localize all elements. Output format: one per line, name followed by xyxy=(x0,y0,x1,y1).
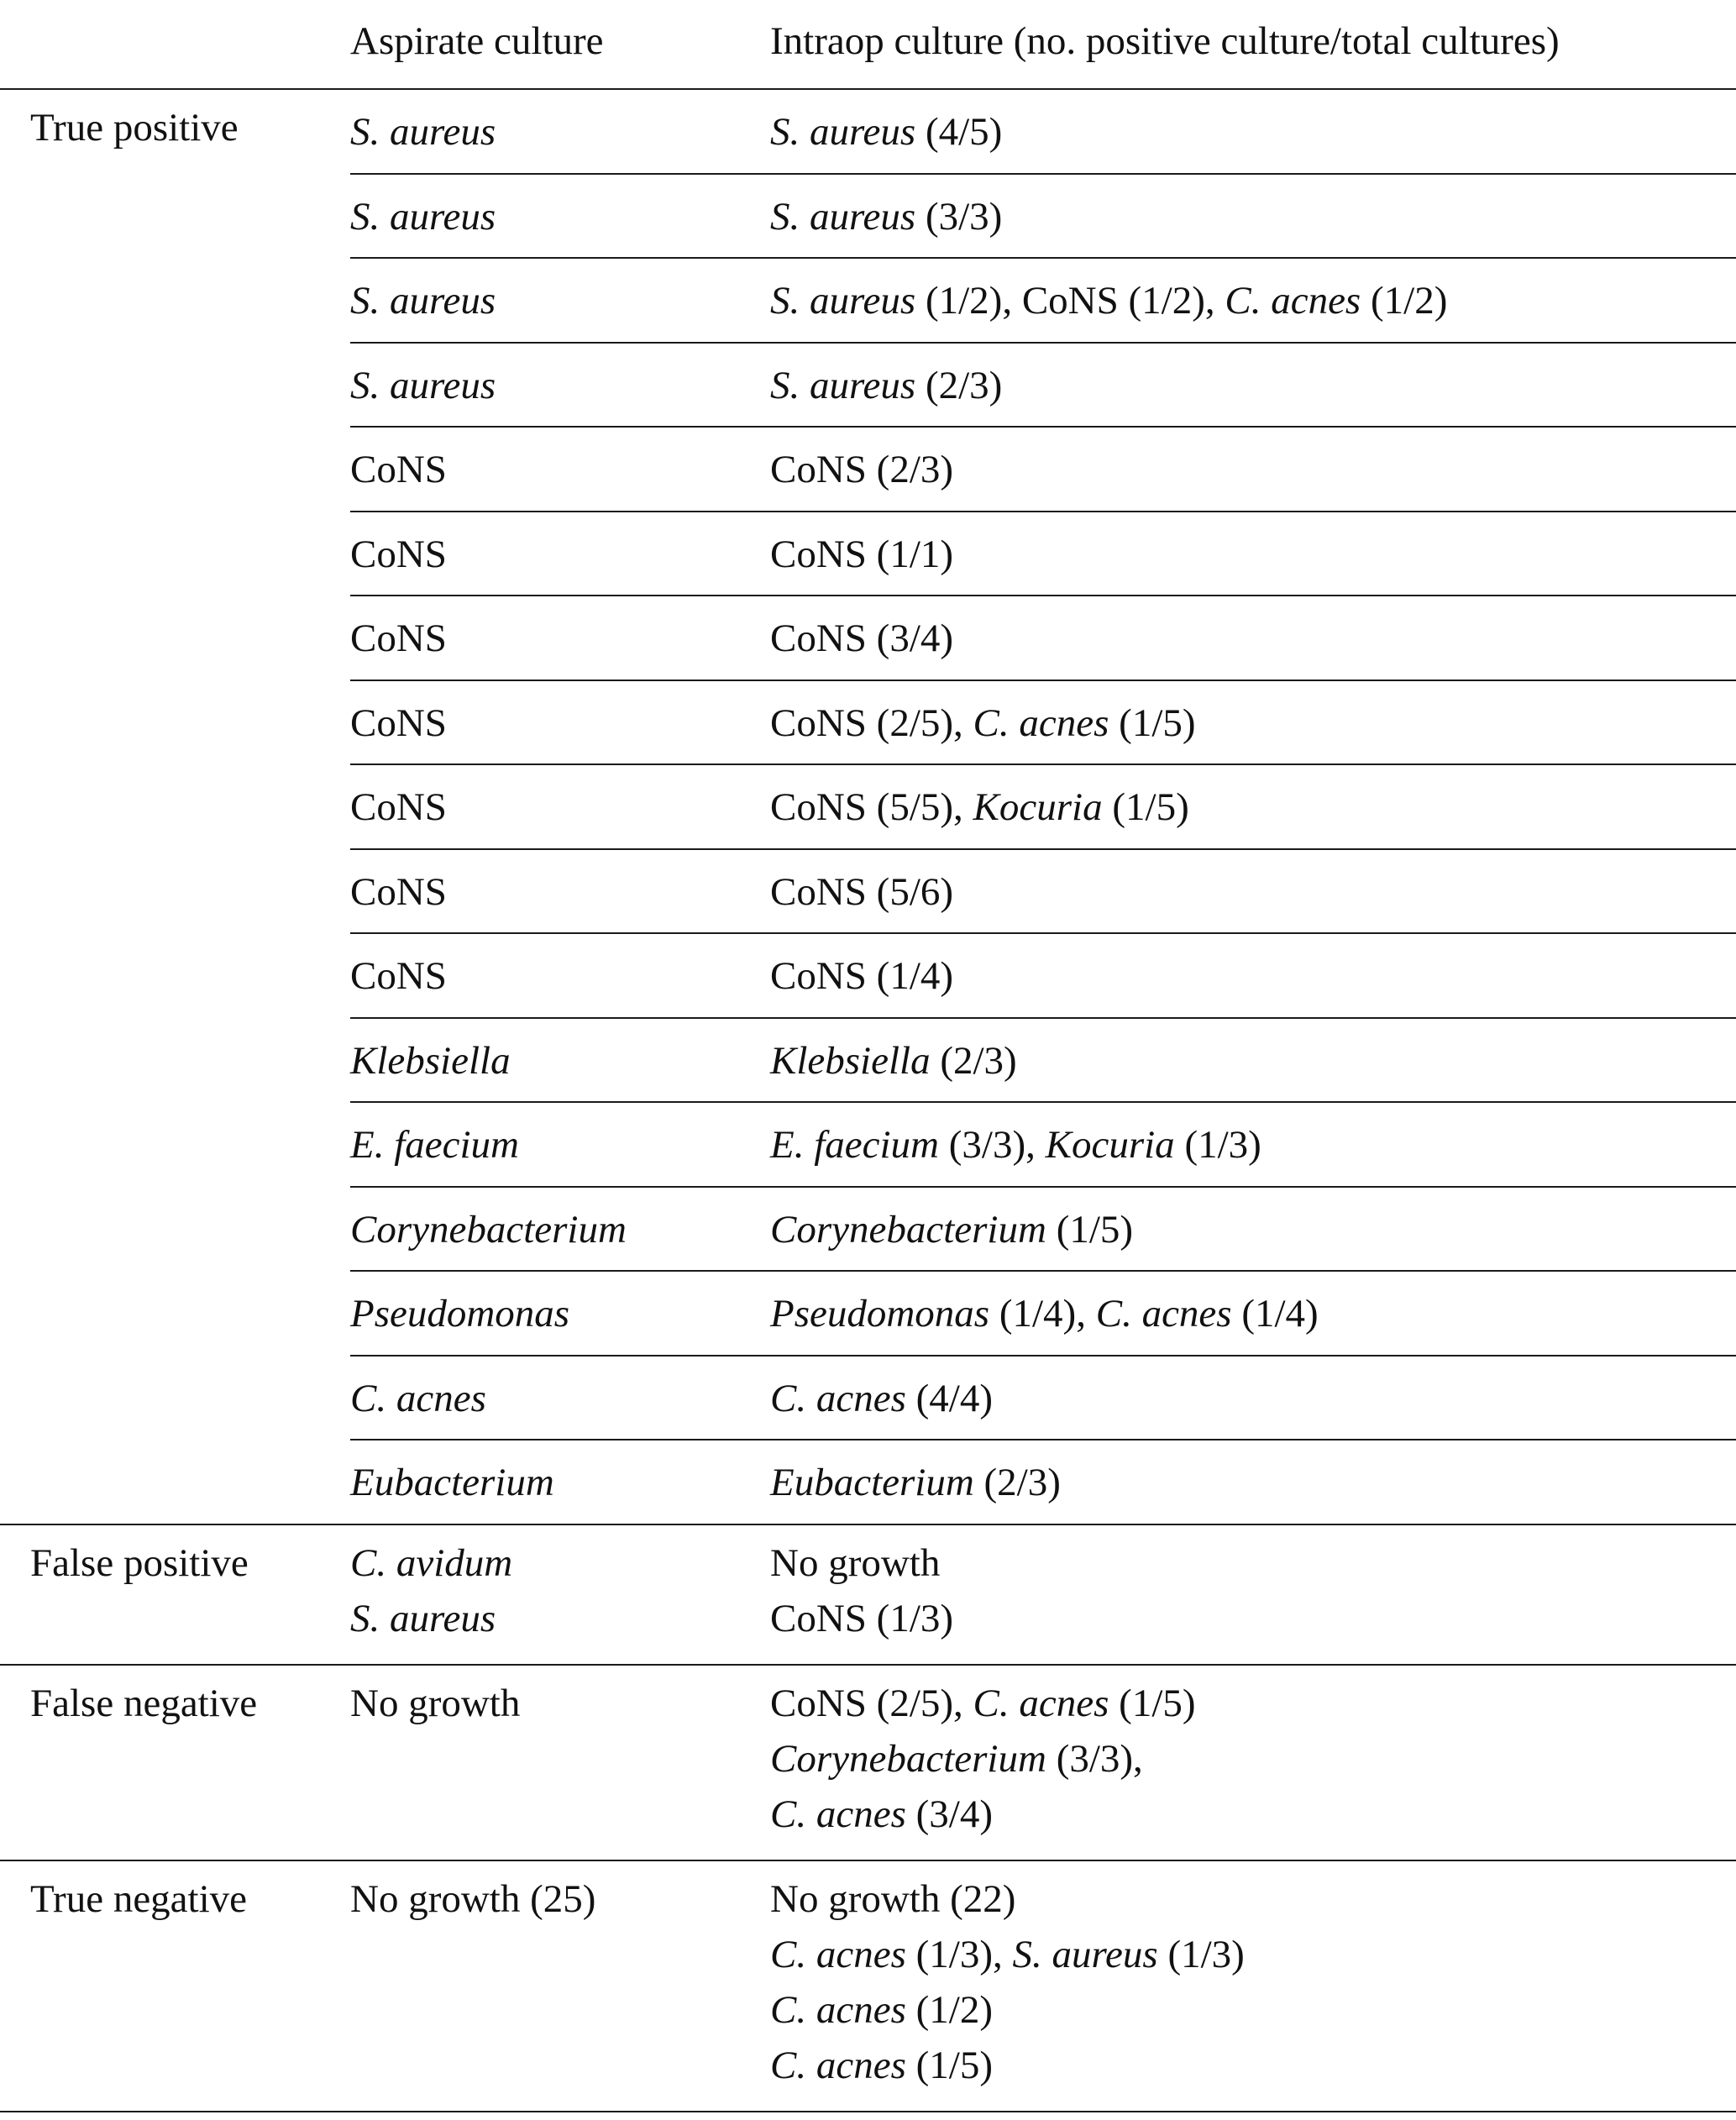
culture-text: No growth (22) xyxy=(770,1876,1016,1921)
aspirate-cell xyxy=(350,1202,627,1257)
culture-text: CoNS (2/5), xyxy=(770,701,973,745)
culture-text: CoNS xyxy=(350,869,447,914)
organism-name: C. acnes xyxy=(1095,1292,1232,1335)
row-divider xyxy=(350,848,1736,850)
culture-text: (1/2) xyxy=(905,1987,993,2032)
aspirate-cell xyxy=(350,611,447,666)
intraop-cell xyxy=(770,1591,953,1646)
aspirate-cell xyxy=(350,527,447,582)
culture-text: CoNS (2/5), xyxy=(770,1681,973,1725)
culture-text: (1/5) xyxy=(1109,1681,1196,1725)
organism-name: Eubacterium xyxy=(770,1461,974,1504)
organism-name: Pseudomonas xyxy=(350,1292,570,1335)
organism-name: S. aureus xyxy=(350,363,496,407)
culture-text: (4/5) xyxy=(915,110,1003,154)
intraop-cell xyxy=(770,189,1002,244)
group-rule xyxy=(0,1664,1736,1666)
aspirate-cell xyxy=(350,1591,496,1646)
intraop-cell xyxy=(770,1455,1061,1510)
intraop-cell xyxy=(770,1535,940,1591)
row-divider xyxy=(350,764,1736,765)
row-divider xyxy=(350,1355,1736,1356)
organism-name: C. acnes xyxy=(770,2043,906,2087)
culture-text: (1/5) xyxy=(1046,1207,1134,1252)
aspirate-cell xyxy=(350,1535,512,1591)
organism-name: S. aureus xyxy=(350,194,496,239)
culture-text: CoNS (5/6) xyxy=(770,869,954,914)
aspirate-cell xyxy=(350,273,496,328)
culture-text: (2/3) xyxy=(930,1038,1017,1083)
group-rule xyxy=(0,1860,1736,1861)
organism-name: C. acnes xyxy=(770,1792,906,1836)
aspirate-cell xyxy=(350,358,496,413)
intraop-cell xyxy=(770,1117,1261,1173)
culture-text: (2/3) xyxy=(915,363,1003,407)
culture-text: (1/2), CoNS (1/2), xyxy=(915,279,1225,323)
group-label: True positive xyxy=(30,106,239,150)
intraop-cell xyxy=(770,779,1189,835)
row-divider xyxy=(350,1270,1736,1272)
group-label: False negative xyxy=(30,1681,258,1725)
aspirate-cell xyxy=(350,1033,511,1089)
group-label: True negative xyxy=(30,1876,248,1921)
culture-text: (3/3), xyxy=(1046,1736,1143,1781)
aspirate-cell xyxy=(350,1371,486,1426)
organism-name: S. aureus xyxy=(350,1596,496,1640)
culture-text: CoNS xyxy=(350,617,447,660)
aspirate-cell xyxy=(350,1117,519,1173)
row-divider xyxy=(350,1439,1736,1440)
intraop-cell xyxy=(770,864,953,920)
intraop-cell xyxy=(770,1927,1245,1982)
culture-text: (1/3) xyxy=(1157,1932,1245,1976)
intraop-cell xyxy=(770,104,1002,160)
culture-text: CoNS (1/3) xyxy=(770,1596,954,1640)
organism-name: S. aureus xyxy=(350,279,496,323)
culture-text: CoNS (3/4) xyxy=(770,617,954,660)
intraop-cell xyxy=(770,695,1196,751)
culture-text: (1/3) xyxy=(1174,1123,1261,1167)
culture-text: CoNS (5/5), xyxy=(770,785,973,829)
culture-text: No growth xyxy=(770,1540,941,1585)
intraop-cell xyxy=(770,611,953,666)
organism-name: C. acnes xyxy=(973,701,1109,745)
aspirate-cell xyxy=(350,1286,569,1341)
intraop-cell xyxy=(770,948,953,1004)
intraop-cell xyxy=(770,1982,993,2038)
intraop-cell xyxy=(770,1731,1143,1787)
intraop-cell xyxy=(770,1202,1133,1257)
intraop-cell xyxy=(770,1787,993,1842)
organism-name: Klebsiella xyxy=(770,1038,931,1083)
organism-name: Kocuria xyxy=(1045,1123,1175,1167)
culture-text: (1/5) xyxy=(1109,701,1196,745)
aspirate-cell xyxy=(350,948,447,1004)
group-rule xyxy=(0,2111,1736,2112)
intraop-cell xyxy=(770,2038,993,2093)
culture-text: (3/3) xyxy=(915,194,1003,239)
row-divider xyxy=(350,342,1736,344)
organism-name: Klebsiella xyxy=(350,1038,511,1083)
row-divider xyxy=(350,680,1736,681)
culture-text: CoNS xyxy=(350,448,447,491)
row-divider xyxy=(350,511,1736,512)
intraop-cell xyxy=(770,1371,993,1426)
row-divider xyxy=(350,1186,1736,1188)
organism-name: C. avidum xyxy=(350,1540,513,1585)
culture-text: CoNS (1/1) xyxy=(770,532,954,576)
organism-name: C. acnes xyxy=(1225,279,1361,323)
aspirate-cell xyxy=(350,779,447,835)
culture-text: (1/3), xyxy=(905,1932,1013,1976)
intraop-cell xyxy=(770,1871,1015,1927)
culture-text: CoNS (2/3) xyxy=(770,448,954,491)
header-aspirate: Aspirate culture xyxy=(350,19,604,63)
organism-name: S. aureus xyxy=(770,279,916,323)
organism-name: E. faecium xyxy=(770,1123,939,1167)
organism-name: S. aureus xyxy=(350,110,496,154)
aspirate-cell xyxy=(350,442,447,497)
aspirate-cell xyxy=(350,1676,520,1731)
intraop-cell xyxy=(770,442,953,497)
organism-name: Corynebacterium xyxy=(770,1736,1046,1781)
culture-text: (4/4) xyxy=(905,1376,993,1420)
culture-text: CoNS xyxy=(350,532,447,576)
header-rule xyxy=(0,88,1736,90)
intraop-cell xyxy=(770,527,953,582)
group-rule xyxy=(0,1524,1736,1525)
aspirate-cell xyxy=(350,1455,554,1510)
row-divider xyxy=(350,932,1736,934)
organism-name: Kocuria xyxy=(973,785,1103,829)
intraop-cell xyxy=(770,273,1447,328)
row-divider xyxy=(350,257,1736,259)
organism-name: C. acnes xyxy=(770,1987,906,2032)
intraop-cell xyxy=(770,358,1002,413)
header-intraop: Intraop culture (no. positive culture/total cultures) xyxy=(770,19,1560,63)
culture-text: (1/4), xyxy=(989,1292,1096,1335)
culture-text: (3/4) xyxy=(905,1792,993,1836)
row-divider xyxy=(350,1101,1736,1103)
aspirate-cell xyxy=(350,189,496,244)
culture-text: (1/5) xyxy=(905,2043,993,2087)
culture-text: CoNS xyxy=(350,785,447,829)
culture-text: CoNS xyxy=(350,701,447,745)
intraop-cell xyxy=(770,1676,1196,1731)
organism-name: S. aureus xyxy=(770,363,916,407)
row-divider xyxy=(350,173,1736,175)
group-label: False positive xyxy=(30,1540,249,1585)
organism-name: S. aureus xyxy=(770,194,916,239)
culture-text: (2/3) xyxy=(973,1461,1061,1504)
organism-name: Eubacterium xyxy=(350,1461,554,1504)
culture-text: (1/2) xyxy=(1361,279,1448,323)
row-divider xyxy=(350,426,1736,428)
aspirate-cell xyxy=(350,104,496,160)
organism-name: Corynebacterium xyxy=(350,1207,627,1252)
organism-name: C. acnes xyxy=(973,1681,1109,1725)
culture-text: No growth (25) xyxy=(350,1876,596,1921)
organism-name: E. faecium xyxy=(350,1123,519,1167)
organism-name: S. aureus xyxy=(1012,1932,1158,1976)
aspirate-cell xyxy=(350,1871,595,1927)
culture-text: CoNS xyxy=(350,954,447,998)
intraop-cell xyxy=(770,1033,1017,1089)
aspirate-cell xyxy=(350,695,447,751)
organism-name: C. acnes xyxy=(770,1376,906,1420)
organism-name: Corynebacterium xyxy=(770,1207,1046,1252)
row-divider xyxy=(350,595,1736,596)
culture-text: (1/5) xyxy=(1102,785,1189,829)
aspirate-cell xyxy=(350,864,447,920)
culture-text: No growth xyxy=(350,1681,521,1725)
organism-name: C. acnes xyxy=(770,1932,906,1976)
organism-name: Pseudomonas xyxy=(770,1292,990,1335)
organism-name: S. aureus xyxy=(770,110,916,154)
culture-text: (3/3), xyxy=(939,1123,1046,1167)
row-divider xyxy=(350,1017,1736,1019)
intraop-cell xyxy=(770,1286,1319,1341)
organism-name: C. acnes xyxy=(350,1376,486,1420)
culture-text: (1/4) xyxy=(1231,1292,1319,1335)
culture-text: CoNS (1/4) xyxy=(770,954,954,998)
